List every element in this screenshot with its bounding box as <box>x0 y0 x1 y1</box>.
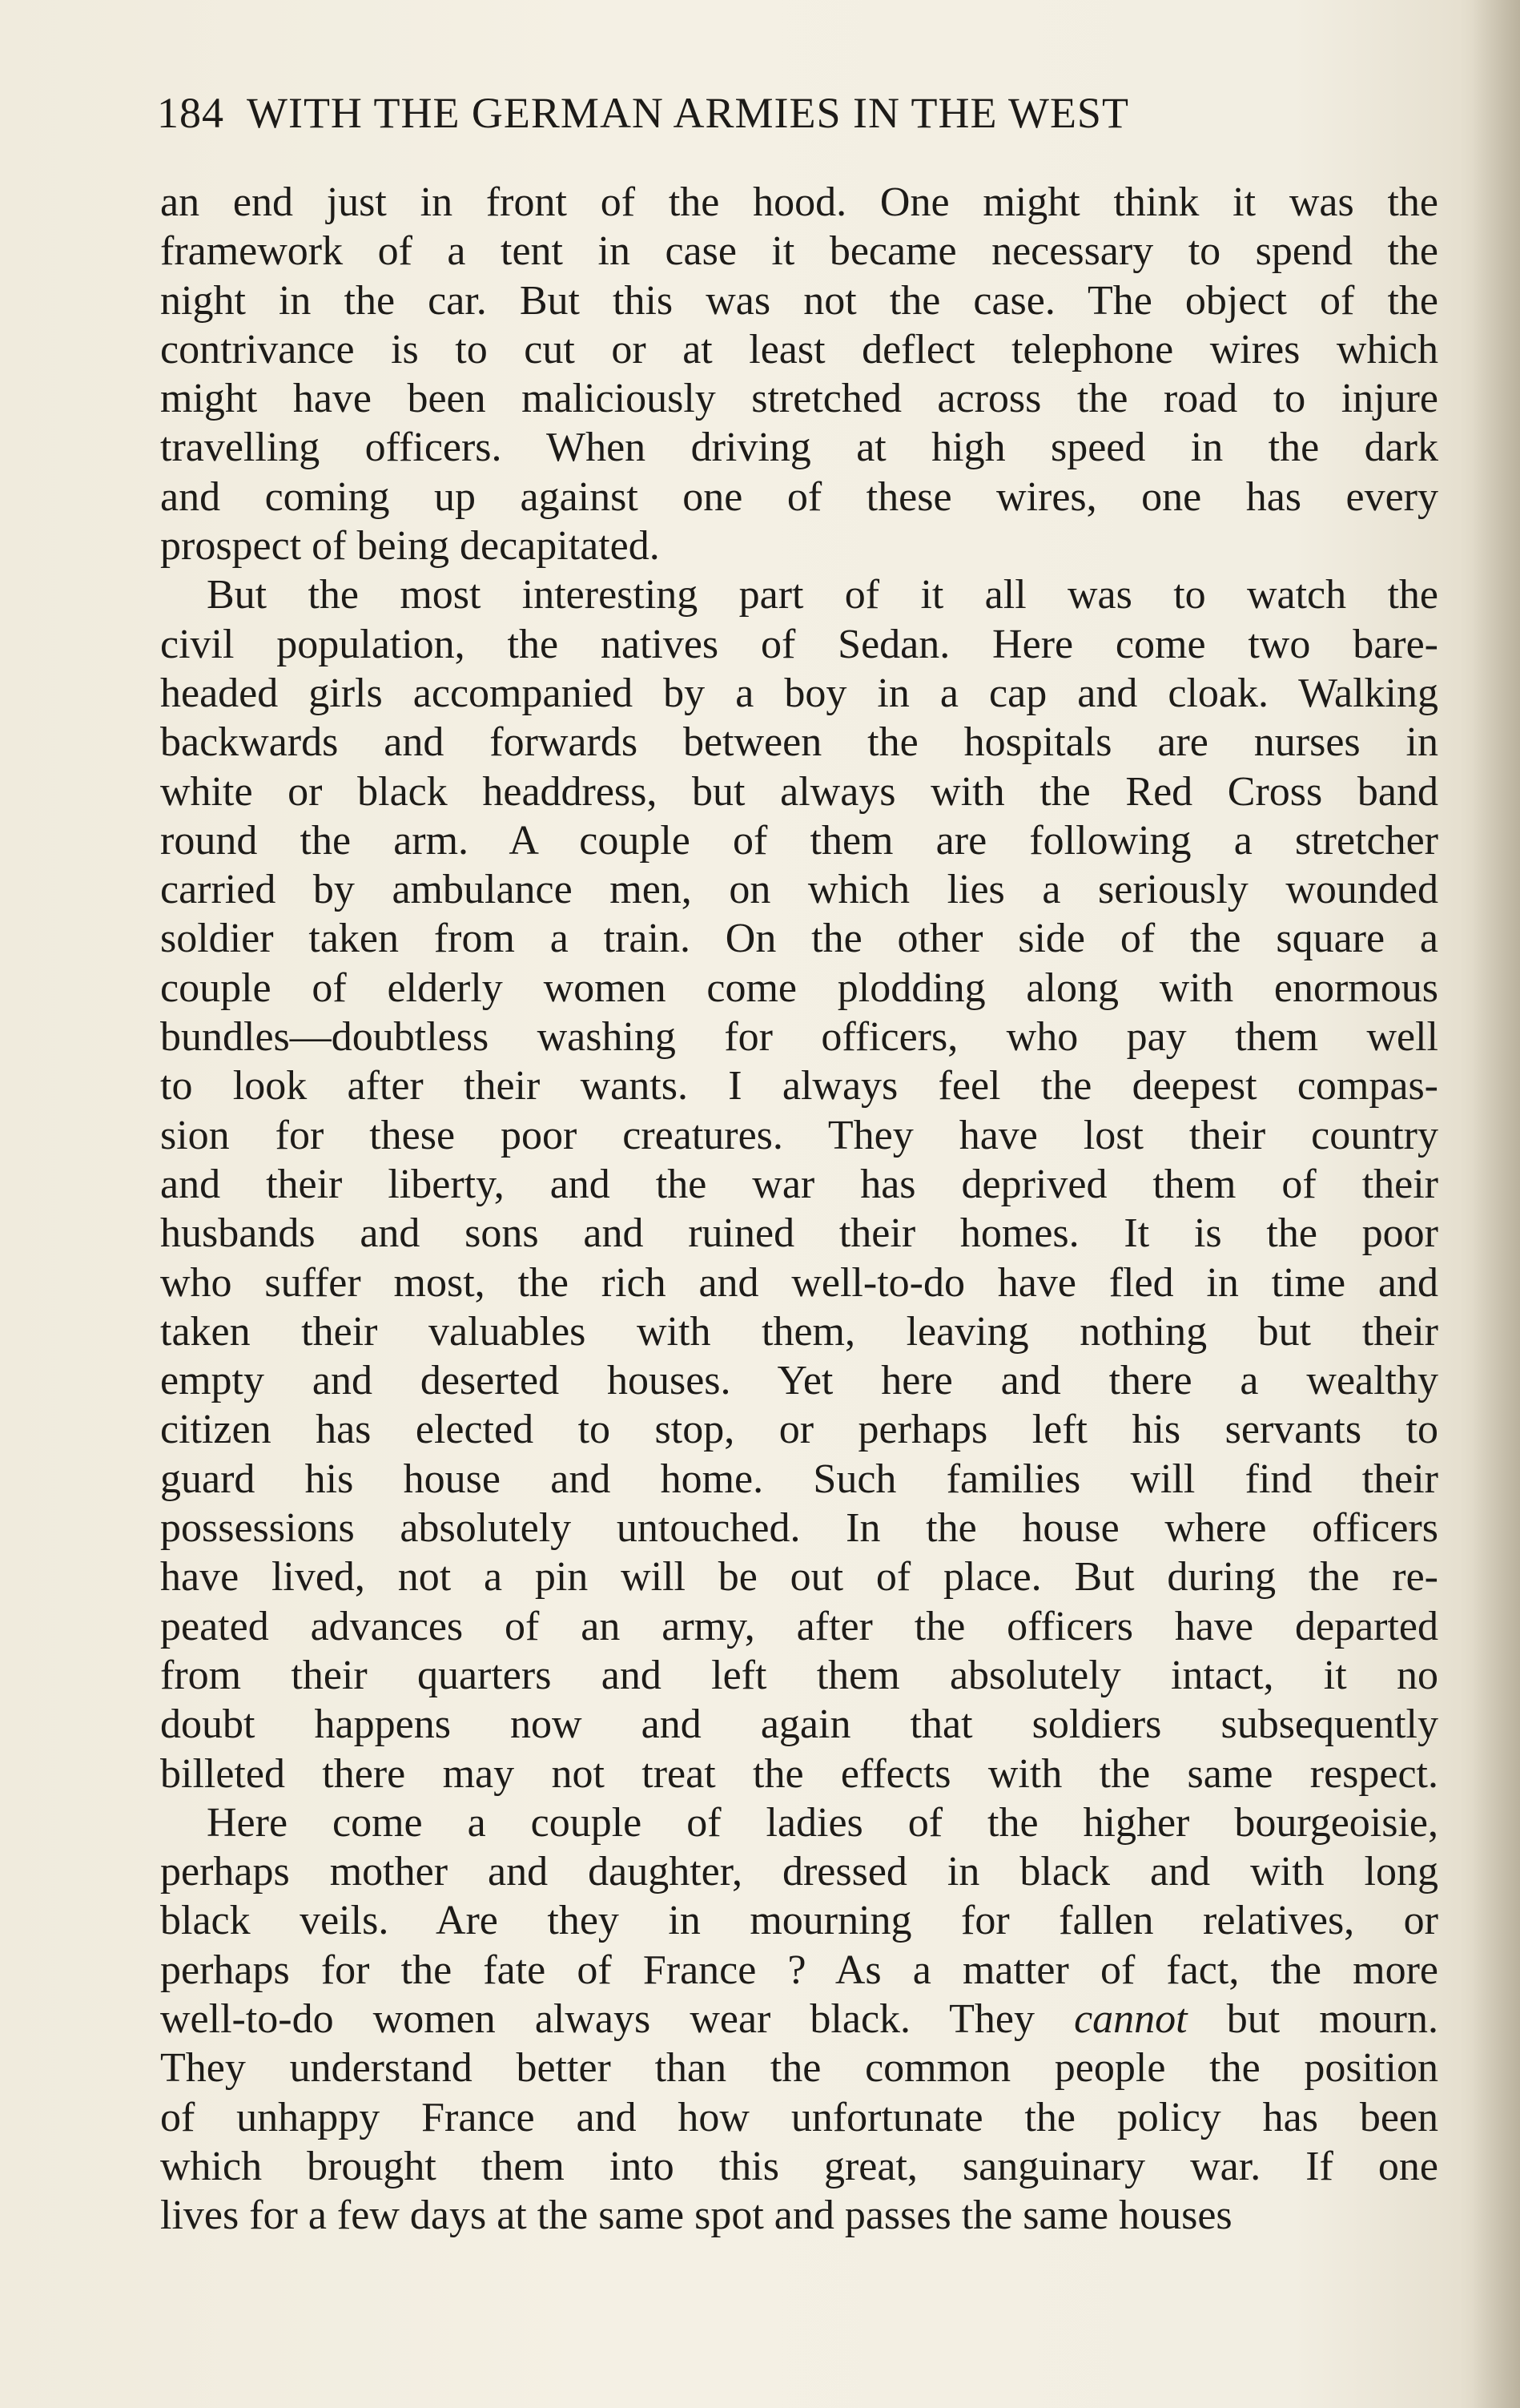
text-line: which brought them into this great, sanguinary war. If one <box>160 2143 1438 2189</box>
text-line: backwards and forwards between the hospitals are nurses in <box>160 719 1438 766</box>
text-line: prospect of being decapitated. <box>160 523 660 570</box>
text-line: husbands and sons and ruined their homes. It is the poor <box>160 1210 1438 1257</box>
running-title: WITH THE GERMAN ARMIES IN THE WEST <box>247 89 1129 137</box>
text-line: sion for these poor creatures. They have lost their country <box>160 1112 1438 1158</box>
text-line: guard his house and home. Such families will find their <box>160 1456 1438 1502</box>
text-line: peated advances of an army, after the officers have departed <box>160 1603 1438 1649</box>
text-line: an end just in front of the hood. One might think it was the <box>160 179 1438 225</box>
text-line: round the arm. A couple of them are following a stretcher <box>160 817 1438 864</box>
text-line: lives for a few days at the same spot and passes the same houses <box>160 2193 1232 2239</box>
running-header <box>157 88 1358 144</box>
text-line: have lived, not a pin will be out of place. But during the re- <box>160 1554 1438 1601</box>
text-line: white or black headdress, but always with the Red Cross band <box>160 768 1438 815</box>
text-line: contrivance is to cut or at least deflect telephone wires which <box>160 326 1438 372</box>
page-number: 184 <box>157 89 224 137</box>
text-line: They understand better than the common people the position <box>160 2045 1438 2092</box>
text-line: couple of elderly women come plodding along with enormous <box>160 964 1438 1011</box>
text-line: who suffer most, the rich and well-to-do have fled in time and <box>160 1259 1438 1306</box>
text-line: framework of a tent in case it became necessary to spend the <box>160 228 1438 275</box>
text-line: doubt happens now and again that soldiers subsequently <box>160 1701 1438 1748</box>
text-line: taken their valuables with them, leaving nothing but their <box>160 1308 1438 1355</box>
text-line: and coming up against one of these wires, one has every <box>160 473 1438 520</box>
text-line: perhaps mother and daughter, dressed in black and with long <box>160 1849 1438 1895</box>
text-line: night in the car. But this was not the case. The object of the <box>160 277 1438 324</box>
text-segment: but mourn. <box>1187 1995 1438 2042</box>
text-line: soldier taken from a train. On the other side of the square a <box>160 916 1438 962</box>
text-segment: well-to-do women always wear black. They <box>160 1995 1075 2042</box>
text-line: from their quarters and left them absolutely intact, it no <box>160 1652 1438 1698</box>
italic-text: cannot <box>1074 1995 1188 2042</box>
text-line: of unhappy France and how unfortunate the policy has been <box>160 2094 1438 2140</box>
text-line: bundles—doubtless washing for officers, who pay them well <box>160 1014 1438 1061</box>
text-line: billeted there may not treat the effects with the same respect. <box>160 1750 1438 1797</box>
text-line: black veils. Are they in mourning for fallen relatives, or <box>160 1898 1438 1944</box>
text-line: But the most interesting part of it all was to watch the <box>207 572 1438 618</box>
text-line: empty and deserted houses. Yet here and there a wealthy <box>160 1358 1438 1404</box>
text-line: to look after their wants. I always feel the deepest compas- <box>160 1063 1438 1109</box>
page-edge-shadow <box>1472 0 1520 2408</box>
text-line: Here come a couple of ladies of the higher bourgeoisie, <box>207 1799 1438 1846</box>
text-line: headed girls accompanied by a boy in a cap and cloak. Walking <box>160 670 1438 716</box>
text-line: and their liberty, and the war has deprived them of their <box>160 1161 1438 1207</box>
text-line: perhaps for the fate of France ? As a matter of fact, the more <box>160 1947 1438 1993</box>
text-line: might have been maliciously stretched across the road to injure <box>160 376 1438 422</box>
text-line: travelling officers. When driving at high speed in the dark <box>160 425 1438 471</box>
body-text <box>160 178 1438 2240</box>
text-line: citizen has elected to stop, or perhaps left his servants to <box>160 1407 1438 1453</box>
text-line <box>160 1995 1438 2044</box>
text-line: possessions absolutely untouched. In the house where officers <box>160 1505 1438 1552</box>
text-line: carried by ambulance men, on which lies a seriously wounded <box>160 867 1438 913</box>
text-line: civil population, the natives of Sedan. Here come two bare- <box>160 621 1438 667</box>
